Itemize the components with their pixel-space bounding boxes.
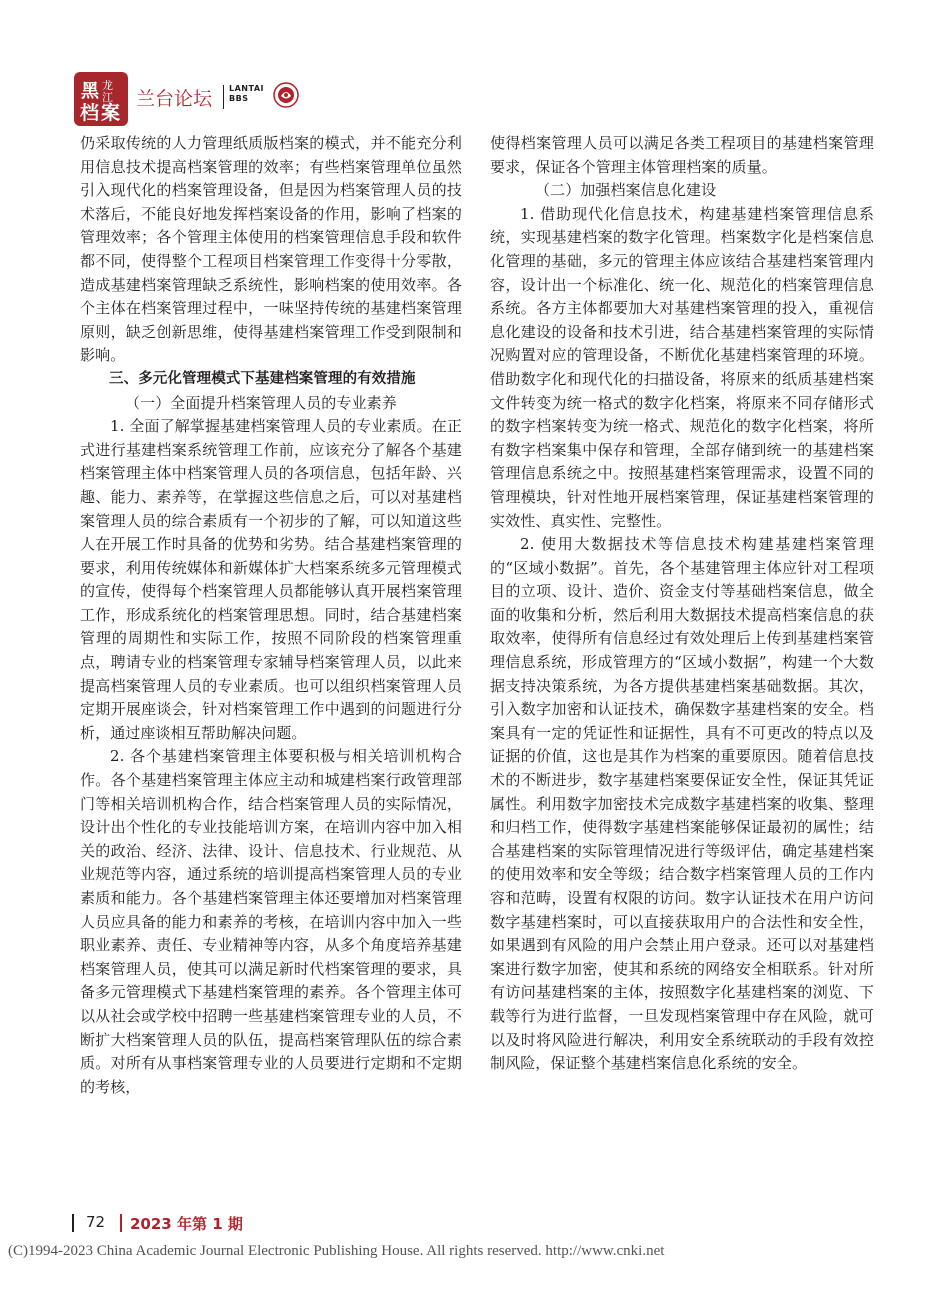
footer-divider [72, 1214, 74, 1232]
journal-logo [74, 72, 128, 126]
subsection-heading: （二）加强档案信息化建设 [535, 181, 717, 200]
svg-text:案: 案 [101, 102, 121, 123]
lantai-label [229, 84, 264, 104]
forum-name: 兰台论坛 [136, 88, 213, 110]
body-paragraph: 1. 全面了解掌握基建档案管理人员的专业素质。在正式进行基建档案系统管理工作前，应该充分了解各个基建档案管理主体中档案管理人员的各项信息，包括年龄、兴趣、能力、素养等，在掌握这些信息之后，可以对基建档案管理人员的综合素质有一个初步的了解，可以知道这些人在开展工作时具备的优势和劣势。结合基建档案管理的要求，利用传统媒体和新媒体扩大档案系统多元管理模式的宣传，使得每个档案管理人员都能够认真开展档案管理工作，形成系统化的档案管理思想。同时，结合基建档案管理的周期性和实际工作，按照不同阶段的档案管理重点，聘请专业的档案管理专家辅导档案管理人员，以此来提高档案管理人员的专业素质。也可以组织档案管理人员定期开展座谈会，针对档案管理工作中遇到的问题进行分析，通过座谈相互帮助解决问题。 [80, 417, 462, 742]
svg-text:档: 档 [80, 102, 100, 123]
page-number: 72 [86, 1213, 106, 1231]
subsection-heading: （一）全面提升档案管理人员的专业素养 [125, 393, 397, 412]
logo-calligraphy-icon [77, 75, 125, 123]
copyright-notice: (C)1994-2023 China Academic Journal Electronic Publishing House. All rights reserved. http://www.cnki.net [8, 1243, 665, 1259]
issue-label: 2023 年第 1 期 [130, 1215, 243, 1233]
seal-emblem-icon [273, 82, 299, 108]
svg-text:黑: 黑 [81, 81, 99, 102]
section-heading: 三、多元化管理模式下基建档案管理的有效措施 [109, 370, 416, 387]
header-divider [223, 85, 224, 109]
body-paragraph: 2. 使用大数据技术等信息技术构建基建档案管理的“区域小数据”。首先，各个基建管理主体应针对工程项目的立项、设计、造价、资金支付等基础档案信息，做全面的收集和分析，然后利用大数据技术提高档案信息的获取效率，使得所有信息经过有效处理后上传到基建档案管理信息系统，形成管理方的“区域小数据”，构建一个大数据支持决策系统，为各方提供基建档案基础数据。其次，引入数字加密和认证技术，确保数字基建档案的安全。档案具有一定的凭证性和证据性，具有不可更改的特点以及证据的价值，这也是其作为档案的重要原因。随着信息技术的不断进步，数字基建档案要保证安全性，保证其凭证属性。利用数字加密技术完成数字基建档案的收集、整理和归档工作，使得数字基建档案能够保证最初的属性；结合基建档案的实际管理情况进行等级评估，确定基建档案的使用效率和安全等级；结合数字档案管理人员的工作内容和范畴，设置有权限的访问。数字认证技术在用户访问数字基建档案时，可以直接获取用户的合法性和安全性，如果遇到有风险的用户会禁止用户登录。还可以对基建档案进行数字加密，使其和系统的网络安全相联系。针对所有访问基建档案的主体，按照数字化基建档案的浏览、下载等行为进行监督，一旦发现档案管理中存在风险，就可以及时将风险进行解决，利用安全系统联动的手段有效控制风险，保证整个基建档案信息化系统的安全。 [490, 535, 874, 1073]
right-paragraph-continued: 使得档案管理人员可以满足各类工程项目的基建档案管理要求，保证各个管理主体管理档案的质量。 [490, 134, 874, 176]
lantai-line2: BBS [229, 94, 249, 103]
footer-divider [120, 1214, 122, 1232]
svg-text:龙: 龙 [102, 79, 113, 92]
body-paragraph: 2. 各个基建档案管理主体要积极与相关培训机构合作。各个基建档案管理主体应主动和城建档案行政管理部门等相关培训机构合作，结合档案管理人员的实际情况，设计出个性化的专业技能培训方案，在培训内容中加入相关的政治、经济、法律、设计、信息技术、行业规范、从业规范等内容，通过系统的培训提高档案管理人员的专业素质和能力。各个基建档案管理主体还要增加对档案管理人员应具备的能力和素养的考核，在培训内容中加入一些职业素养、责任、专业精神等内容，从多个角度培养基建档案管理人员，使其可以满足新时代档案管理的要求，具备多元管理模式下基建档案管理的素养。各个管理主体可以从社会或学校中招聘一些基建档案管理专业的人员，不断扩大档案管理人员的队伍，提高档案管理队伍的综合素质。对所有从事档案管理专业的人员要进行定期和不定期的考核， [80, 747, 462, 1096]
left-paragraph-continued: 仍采取传统的人力管理纸质版档案的模式，并不能充分利用信息技术提高档案管理的效率；有些档案管理单位虽然引入现代化的档案管理设备，但是因为档案管理人员的技术落后，不能良好地发挥档案设备的作用，影响了档案的管理效率；各个管理主体使用的档案管理信息手段和软件都不同，使得整个工程项目档案管理工作变得十分零散，造成基建档案管理缺乏系统性，影响档案的使用效率。各个主体在档案管理过程中，一味坚持传统的基建档案管理原则，缺乏创新思维，使得基建档案管理工作受到限制和影响。 [80, 134, 462, 365]
lantai-line1: LANTAI [229, 84, 264, 93]
right-column [490, 132, 874, 1076]
body-paragraph: 1. 借助现代化信息技术，构建基建档案管理信息系统，实现基建档案的数字化管理。档案数字化是档案信息化管理的基础，多元的管理主体应该结合基建档案管理内容，设计出一个标准化、统一化、规范化的档案管理信息系统。各方主体都要加大对基建档案管理的投入，重视信息化建设的设备和技术引进，结合基建档案管理的实际情况购置对应的管理设备，不断优化基建档案管理的环境。借助数字化和现代化的扫描设备，将原来的纸质基建档案文件转变为统一格式的数字化档案，将原来不同存储形式的数字档案转变为统一格式、规范化的数字化档案，将所有数字档案集中保存和管理，全部存储到统一的基建档案管理信息系统之中。按照基建档案管理需求，设置不同的管理模块，针对性地开展档案管理，保证基建档案管理的实效性、真实性、完整性。 [490, 204, 874, 530]
left-column [80, 132, 462, 1099]
svg-text:江: 江 [102, 91, 113, 104]
